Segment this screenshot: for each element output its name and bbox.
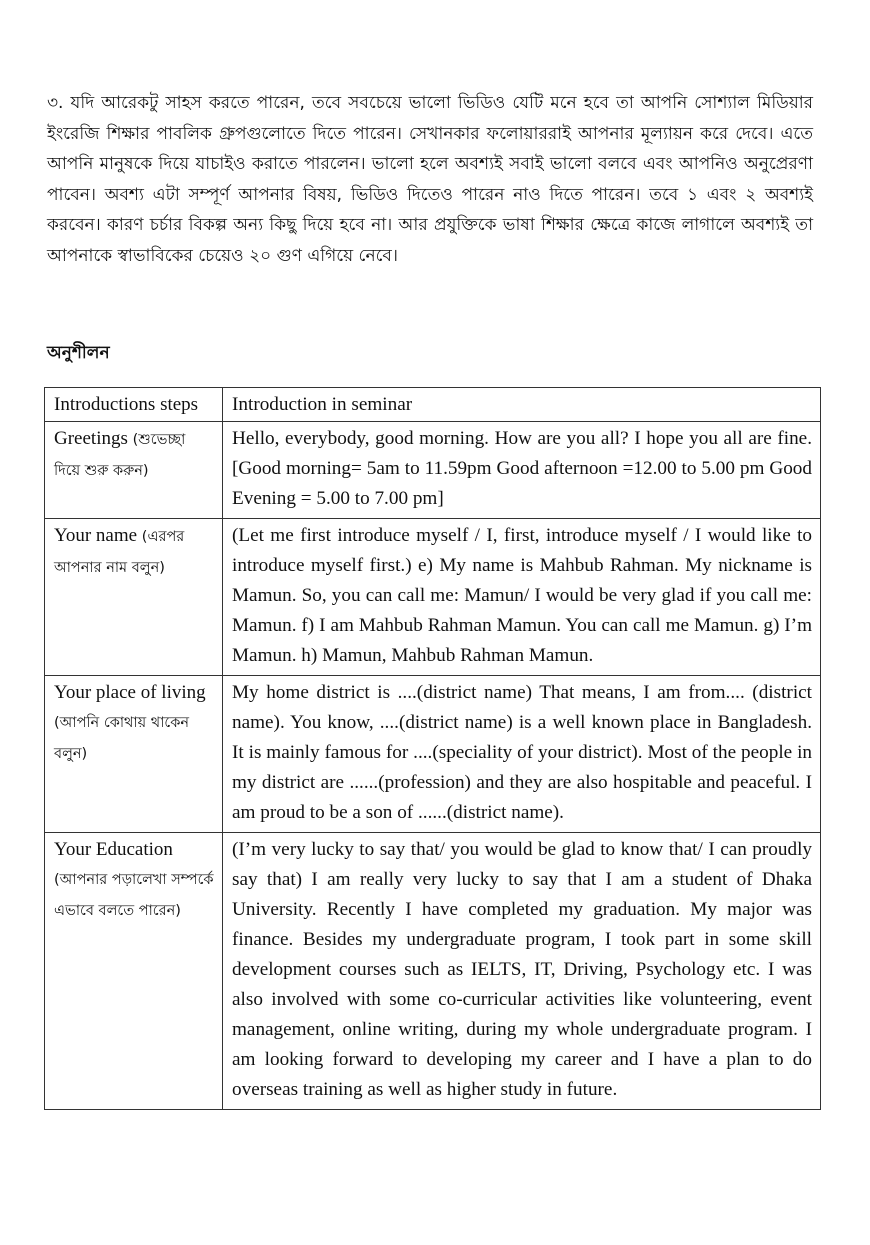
intro-paragraph: ৩. যদি আরেকটু সাহস করতে পারেন, তবে সবচেয়ে ভালো ভিডিও যেটি মনে হবে তা আপনি সোশ্যাল মিডিয়ার ইংরেজি শিক্ষার পাবলিক গ্রুপগুলোতে দিতে পারেন। সেখানকার ফলোয়াররাই আপনার মূল্যায়ন করে দেবে। এতে আপনি মানুষকে দিয়ে যাচাইও করাতে পারলেন। ভালো হলে অবশ্যই সবাই ভালো বলবে এবং আপনিও অনুপ্রেরণা পাবেন। অবশ্য এটা সম্পূর্ণ আপনার বিষয়, ভিডিও দিতেও পারেন নাও দিতে পারেন। তবে ১ এবং ২ অবশ্যই করবেন। কারণ চর্চার বিকল্প অন্য কিছু দিয়ে হবে না। আর প্রযুক্তিকে ভাষা শিক্ষার ক্ষেত্রে কাজে লাগালে অবশ্যই তা আপনাকে স্বাভাবিকের চেয়েও ২০ গুণ এগিয়ে নেবে। — [47, 93, 813, 266]
table-header-steps: Introductions steps — [45, 388, 223, 422]
step-content: Hello, everybody, good morning. How are you all? I hope you all are fine. [Good morning= 5am to 11.59pm Good afternoon =12.00 to 5.00 pm Good Evening = 5.00 to 7.00 pm] — [223, 422, 821, 519]
table-row — [45, 833, 821, 1110]
table-row — [45, 676, 821, 833]
table-row — [45, 422, 821, 519]
table-row — [45, 519, 821, 676]
step-content: (I’m very lucky to say that/ you would be glad to know that/ I can proudly say that) I am really very lucky to say that I am a student of Dhaka University. Recently I have completed my graduation. My major was finance. Besides my undergraduate program, I took part in some skill development courses such as IELTS, IT, Driving, Psychology etc. I was also involved with some co-curricular activities like volunteering, event management, online writing, during my whole undergraduate program. I am looking forward to developing my career and I have a plan to do overseas training as well as higher study in future. — [223, 833, 821, 1110]
table-header-seminar: Introduction in seminar — [223, 388, 821, 422]
step-content: (Let me first introduce myself / I, first, introduce myself / I would like to introduce myself first.) e) My name is Mahbub Rahman. My nickname is Mamun. So, you can call me: Mamun/ I would be very glad if you call me: Mamun. f) I am Mahbub Rahman Mamun. You can call me Mamun. g) I’m Mamun. h) Mamun, Mahbub Rahman Mamun. — [223, 519, 821, 676]
step-label: Greetings — [54, 428, 128, 449]
step-content: My home district is ....(district name) That means, I am from.... (district name). You know, ....(district name) is a well known place in Bangladesh. It is mainly famous for ....(speciality of your district). Most of the people in my district are ......(profession) and they are also hospitable and peaceful. I am proud to be a son of ......(district name). — [223, 676, 821, 833]
step-label-bangla: (আপনি কোথায় থাকেন বলুন) — [54, 715, 190, 762]
section-heading: অনুশীলন — [47, 343, 110, 363]
step-label: Your place of living — [54, 682, 206, 703]
step-cell — [45, 833, 223, 1110]
step-label: Your Education — [54, 839, 173, 860]
step-label-bangla: (আপনার পড়ালেখা সম্পর্কে এভাবে বলতে পারেন) — [54, 872, 214, 919]
step-cell — [45, 519, 223, 676]
step-label: Your name — [54, 525, 138, 546]
step-cell — [45, 676, 223, 833]
step-label-bangla: (শুভেচ্ছা দিয়ে শুরু করুন) — [54, 432, 186, 479]
step-cell — [45, 422, 223, 519]
step-label-bangla: (এরপর আপনার নাম বলুন) — [54, 529, 185, 576]
table-header-row — [45, 388, 821, 422]
introduction-table — [44, 387, 821, 1110]
